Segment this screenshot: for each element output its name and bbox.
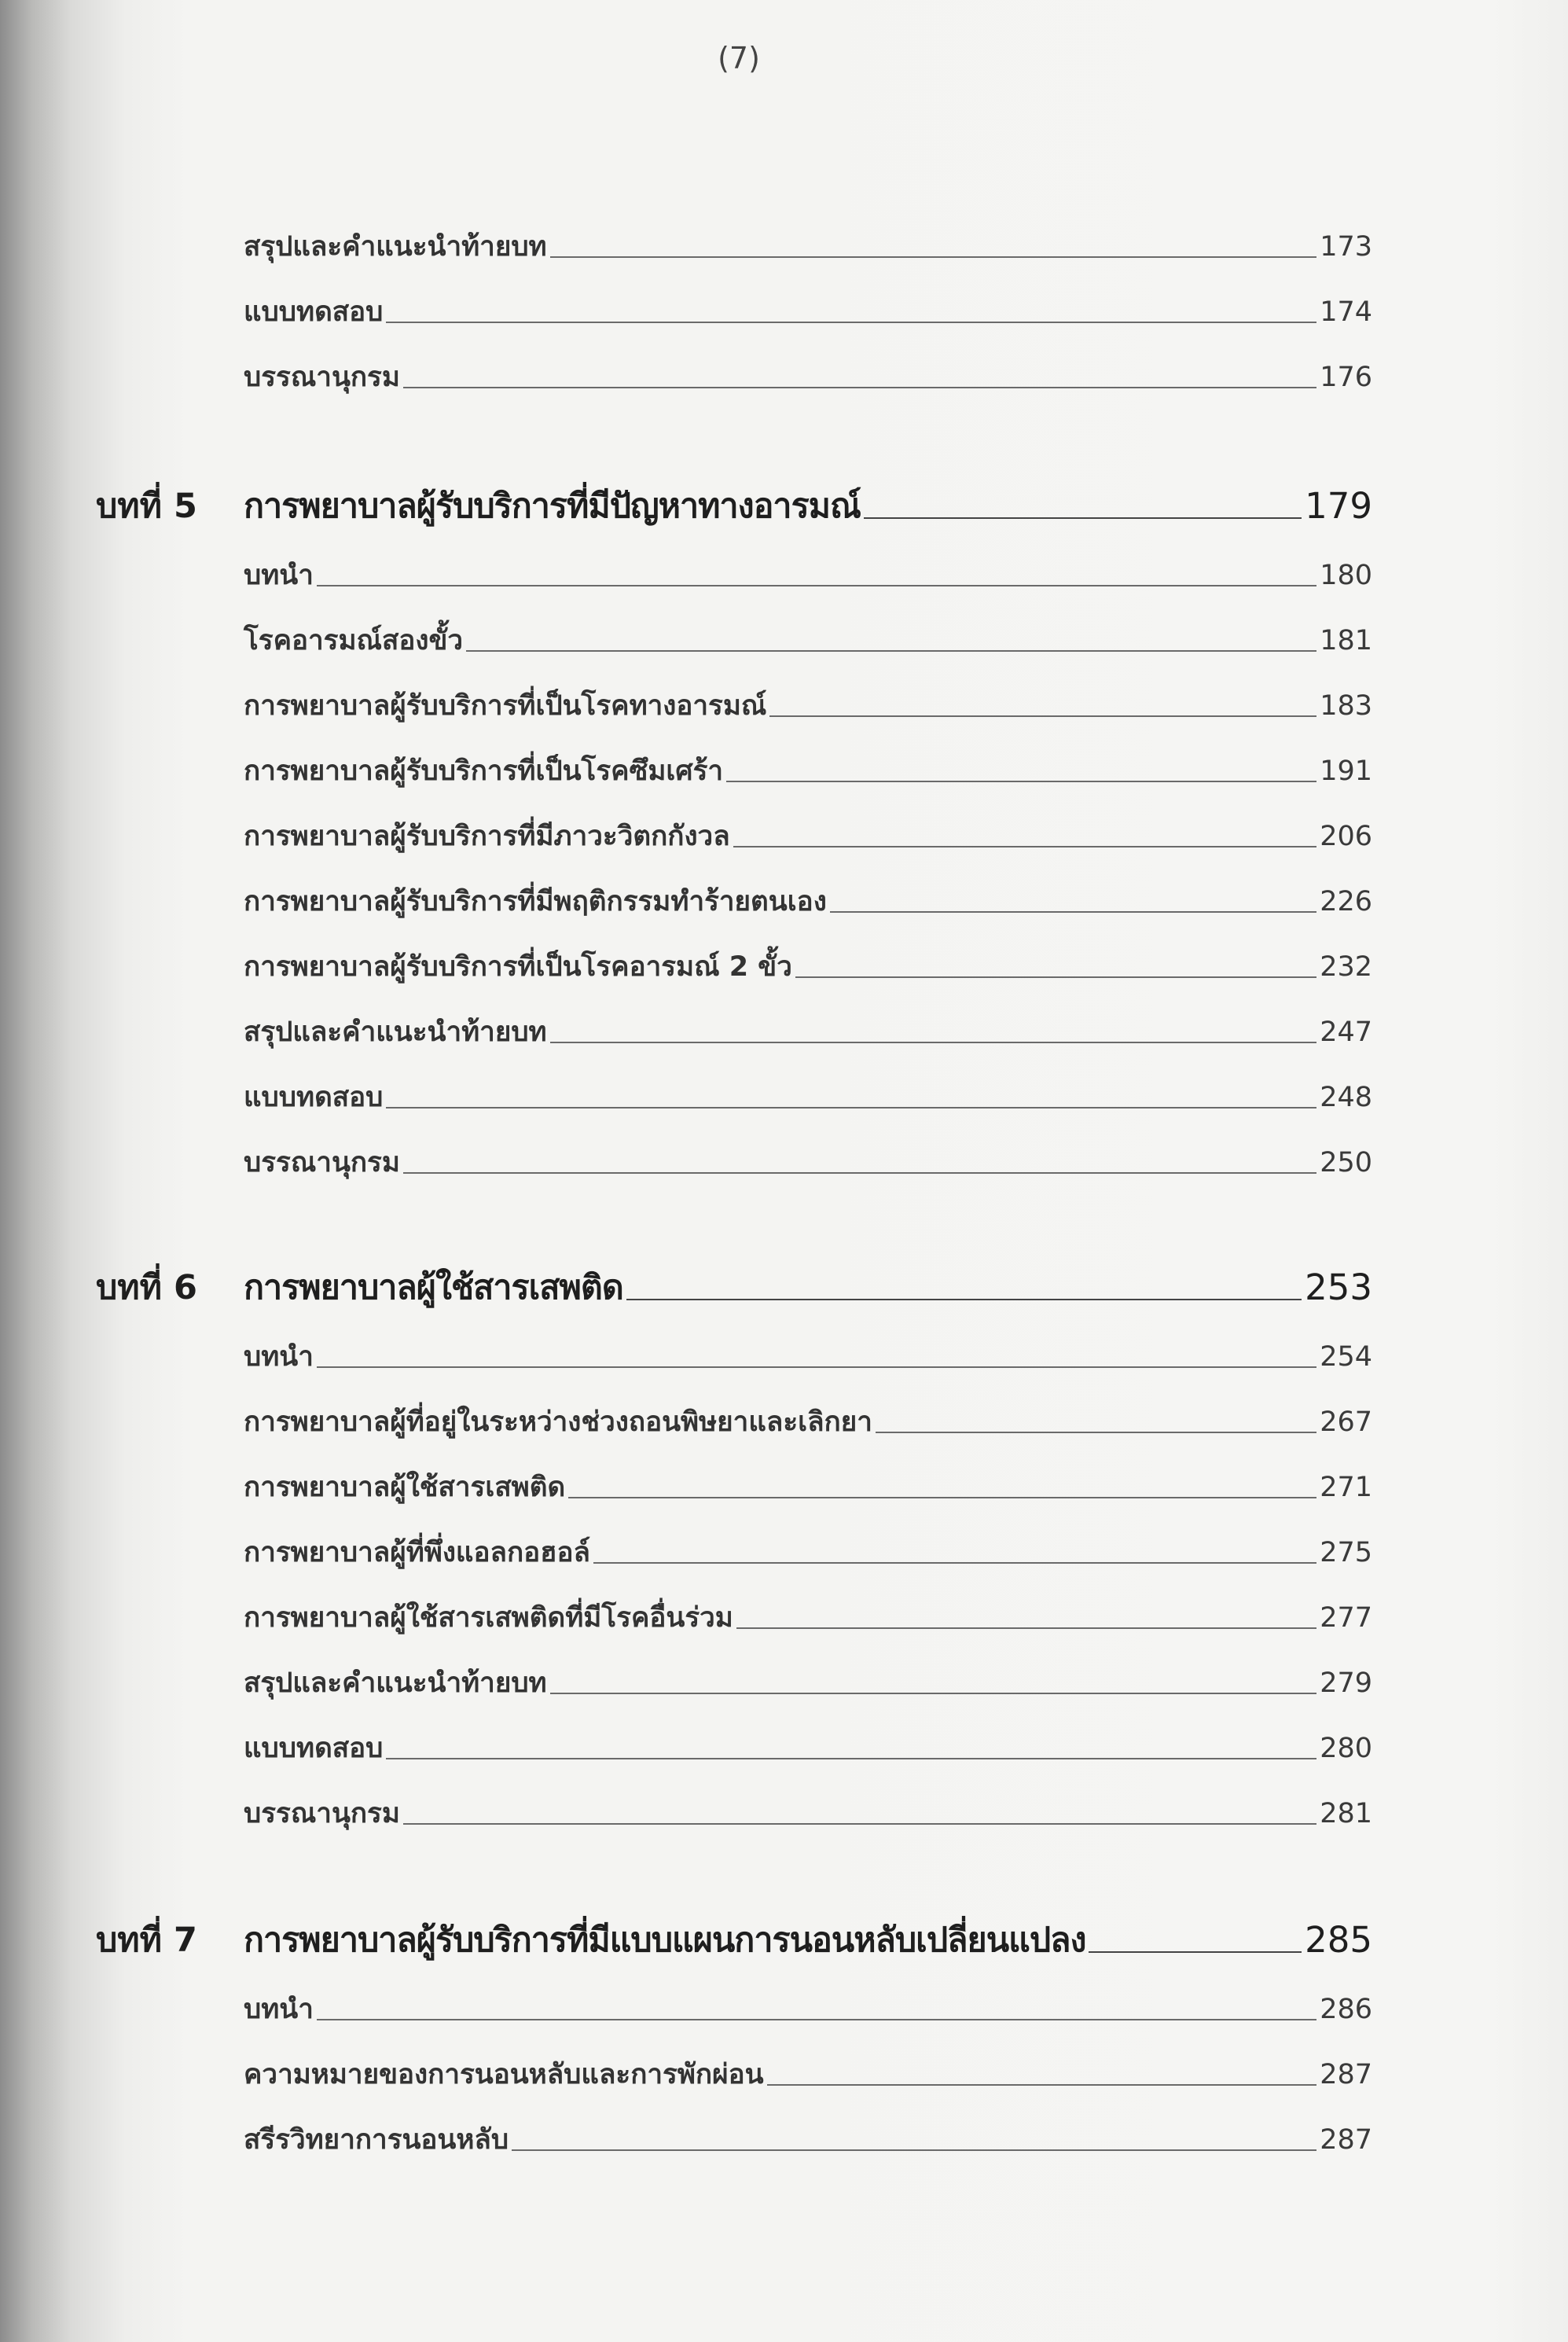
chapter-title: การพยาบาลผู้ใช้สารเสพติด (244, 1268, 623, 1307)
chapter-heading-5[interactable] (96, 476, 1372, 528)
toc-entry-title: การพยาบาลผู้ใช้สารเสพติด (244, 1472, 566, 1503)
toc-entry-page: 173 (1320, 231, 1372, 263)
toc-entry[interactable] (244, 1785, 1372, 1833)
dot-leader (876, 1432, 1316, 1433)
toc-entry-title: การพยาบาลผู้รับบริการที่มีพฤติกรรมทำร้ายตนเอง (244, 886, 827, 917)
toc-entry[interactable] (244, 1394, 1372, 1441)
dot-leader (512, 2149, 1316, 2151)
chapter-label: บทที่ 7 (96, 1921, 197, 1960)
toc-entry-page: 275 (1320, 1537, 1372, 1568)
toc-entry-page: 181 (1320, 625, 1372, 656)
toc-entry[interactable] (244, 1459, 1372, 1506)
toc-entry-page: 279 (1320, 1667, 1372, 1699)
toc-entry-page: 271 (1320, 1472, 1372, 1503)
toc-entry-title: สรุปและคำแนะนำท้ายบท (244, 231, 547, 263)
dot-leader (769, 715, 1316, 717)
dot-leader (403, 1172, 1316, 1174)
dot-leader (403, 1823, 1316, 1825)
toc-entry-page: 191 (1320, 756, 1372, 787)
toc-entry-title: บทนำ (244, 1994, 314, 2025)
toc-entry-title: บรรณานุกรม (244, 1798, 400, 1829)
toc-entry[interactable] (244, 1720, 1372, 1767)
toc-entry-page: 174 (1320, 296, 1372, 328)
toc-entry-title: บรรณานุกรม (244, 1147, 400, 1178)
chapter-label: บทที่ 6 (96, 1268, 197, 1307)
toc-entry[interactable] (244, 1590, 1372, 1637)
dot-leader (386, 1758, 1316, 1759)
toc-entry-page: 277 (1320, 1602, 1372, 1634)
toc-entry-title: การพยาบาลผู้รับบริการที่เป็นโรคซึมเศร้า (244, 756, 724, 787)
toc-entry-page: 183 (1320, 690, 1372, 722)
toc-entry-page: 281 (1320, 1798, 1372, 1829)
toc-entry[interactable] (244, 1329, 1372, 1376)
toc-entry-title: บทนำ (244, 560, 314, 591)
dot-leader (726, 781, 1316, 782)
dot-leader (550, 1042, 1317, 1043)
toc-entry-page: 247 (1320, 1017, 1372, 1048)
dot-leader (864, 517, 1302, 519)
toc-entry-page: 226 (1320, 886, 1372, 917)
toc-entry-title: การพยาบาลผู้รับบริการที่เป็นโรคทางอารมณ์ (244, 690, 767, 722)
dot-leader (317, 2019, 1316, 2020)
toc-entry-title: แบบทดสอบ (244, 1733, 384, 1764)
chapter-title: การพยาบาลผู้รับบริการที่มีปัญหาทางอารมณ์ (244, 487, 861, 526)
chapter-page: 179 (1305, 485, 1372, 527)
toc-entry-title: แบบทดสอบ (244, 1082, 384, 1113)
dot-leader (317, 585, 1316, 586)
chapter-heading-7[interactable] (96, 1910, 1372, 1962)
toc-entry-page: 180 (1320, 560, 1372, 591)
toc-entry[interactable] (244, 678, 1372, 725)
chapter-label: บทที่ 5 (96, 487, 197, 526)
toc-entry-title: โรคอารมณ์สองขั้ว (244, 625, 464, 656)
toc-entry-title: การพยาบาลผู้ใช้สารเสพติดที่มีโรคอื่นร่วม (244, 1602, 733, 1634)
dot-leader (550, 1693, 1317, 1694)
toc-entry-title: สรุปและคำแนะนำท้ายบท (244, 1017, 547, 1048)
dot-leader (593, 1562, 1316, 1564)
dot-leader (626, 1299, 1302, 1300)
toc-entry[interactable] (244, 2046, 1372, 2094)
dot-leader (466, 650, 1316, 652)
toc-entry[interactable] (244, 1069, 1372, 1116)
toc-entry-page: 232 (1320, 951, 1372, 983)
toc-entry-title: สรีรวิทยาการนอนหลับ (244, 2124, 509, 2156)
toc-entry-title: บทนำ (244, 1341, 314, 1373)
toc-entry[interactable] (244, 612, 1372, 660)
toc-entry[interactable] (244, 1004, 1372, 1051)
chapter-title: การพยาบาลผู้รับบริการที่มีแบบแผนการนอนหลับเปลี่ยนแปลง (244, 1921, 1086, 1960)
toc-entry-page: 248 (1320, 1082, 1372, 1113)
toc-entry-title: บรรณานุกรม (244, 362, 400, 393)
dot-leader (830, 911, 1316, 913)
toc-entry[interactable] (244, 1524, 1372, 1572)
dot-leader (317, 1366, 1316, 1368)
dot-leader (1089, 1951, 1302, 1953)
toc-entry[interactable] (244, 1134, 1372, 1182)
toc-entry-page: 286 (1320, 1994, 1372, 2025)
toc-entry[interactable] (244, 873, 1372, 921)
dot-leader (795, 976, 1316, 978)
toc-entry-page: 176 (1320, 362, 1372, 393)
toc-entry-page: 267 (1320, 1406, 1372, 1438)
dot-leader (736, 1627, 1316, 1629)
toc-entry-title: การพยาบาลผู้ที่อยู่ในระหว่างช่วงถอนพิษยาและเลิกยา (244, 1406, 872, 1438)
dot-leader (767, 2084, 1317, 2086)
toc-entry[interactable] (244, 743, 1372, 790)
chapter-heading-6[interactable] (96, 1258, 1372, 1310)
toc-entry-page: 250 (1320, 1147, 1372, 1178)
toc-entry[interactable] (244, 808, 1372, 855)
dot-leader (550, 256, 1317, 258)
toc-entry[interactable] (244, 284, 1372, 331)
chapter-page: 285 (1305, 1919, 1372, 1961)
toc-entry-title: สรุปและคำแนะนำท้ายบท (244, 1667, 547, 1699)
toc-entry[interactable] (244, 1655, 1372, 1702)
toc-entry[interactable] (244, 547, 1372, 594)
toc-entry[interactable] (244, 939, 1372, 986)
toc-entry-title: แบบทดสอบ (244, 296, 384, 328)
toc-entry[interactable] (244, 219, 1372, 266)
toc-entry-title: การพยาบาลผู้รับบริการที่มีภาวะวิตกกังวล (244, 821, 730, 852)
toc-entry[interactable] (244, 2112, 1372, 2159)
dot-leader (386, 322, 1316, 323)
dot-leader (386, 1107, 1316, 1108)
toc-entry-title: การพยาบาลผู้รับบริการที่เป็นโรคอารมณ์ 2 ขั้ว (244, 951, 792, 983)
dot-leader (403, 387, 1316, 388)
toc-entry-title: ความหมายของการนอนหลับและการพักผ่อน (244, 2059, 764, 2090)
toc-entry-page: 254 (1320, 1341, 1372, 1373)
toc-entry-page: 280 (1320, 1733, 1372, 1764)
toc-entry[interactable] (244, 349, 1372, 396)
toc-entry[interactable] (244, 1981, 1372, 2028)
chapter-page: 253 (1305, 1267, 1372, 1308)
page-number: (7) (718, 41, 760, 75)
dot-leader (733, 846, 1317, 847)
toc-entry-title: การพยาบาลผู้ที่พึ่งแอลกอฮอล์ (244, 1537, 591, 1568)
toc-entry-page: 287 (1320, 2124, 1372, 2156)
toc-entry-page: 287 (1320, 2059, 1372, 2090)
dot-leader (568, 1497, 1316, 1498)
toc-entry-page: 206 (1320, 821, 1372, 852)
